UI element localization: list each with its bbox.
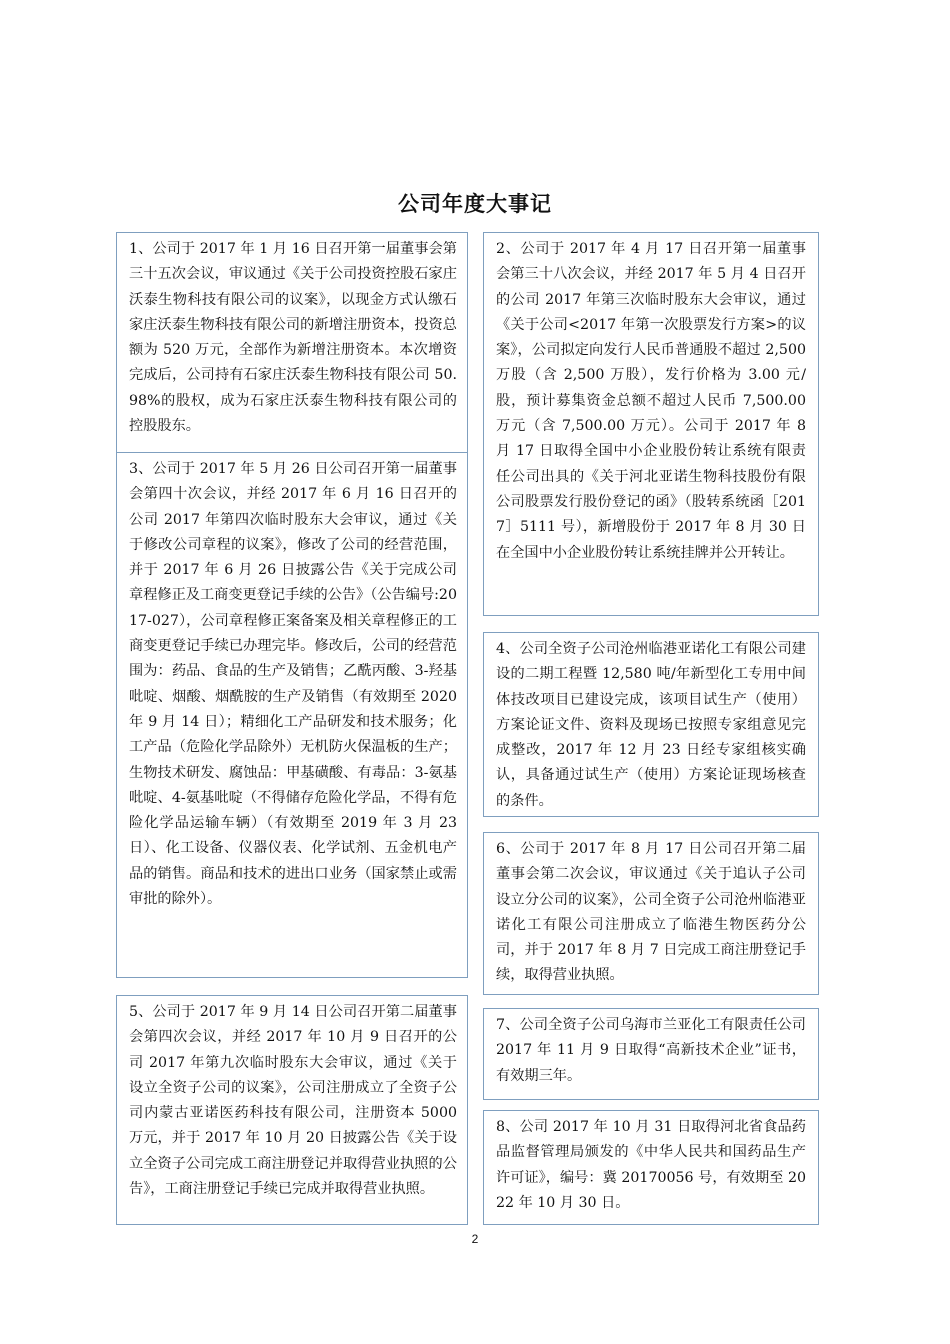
- event-box-1: [116, 232, 468, 454]
- event-text-6: 6、公司于 2017 年 8 月 17 日公司召开第二届董事会第二次会议，审议通过《关于追认子公司设立分公司的议案》，公司全资子公司沧州临港亚诺化工有限公司注册成立了临港生物医药分公司，并于 2017 年 8 月 7 日完成工商注册登记手续，取得营业执照。: [496, 841, 806, 984]
- event-box-8: [483, 1110, 819, 1225]
- event-box-5: [116, 995, 468, 1225]
- event-box-6: [483, 832, 819, 995]
- event-box-3: [116, 452, 468, 978]
- event-text-7: 7、公司全资子公司乌海市兰亚化工有限责任公司 2017 年 11 月 9 日取得“高新技术企业”证书，有效期三年。: [496, 1017, 806, 1084]
- event-text-8: 8、公司 2017 年 10 月 31 日取得河北省食品药品监督管理局颁发的《中华人民共和国药品生产许可证》，编号：冀 20170056 号，有效期至 2022 年 10 月 30 日。: [496, 1119, 806, 1211]
- event-text-3: 3、公司于 2017 年 5 月 26 日公司召开第一届董事会第四十次会议，并经 2017 年 6 月 16 日召开的公司 2017 年第四次临时股东大会审议，通过《关于修改公司章程的议案》，修改了公司的经营范围，并于 2017 年 6 月 26 日披露公告《关于完成公司章程修正及工商变更登记手续的公告》（公告编号:2017-027），公司章程修正案备案及相关章程修正的工商变更登记手续已办理完毕。修改后，公司的经营范围为：药品、食品的生产及销售；乙酰丙酸、3-羟基吡啶、烟酸、烟酰胺的生产及销售（有效期至 2020 年 9 月 14 日）；精细化工产品研发和技术服务；化工产品（危险化学品除外）无机防火保温板的生产；生物技术研发、腐蚀品：甲基磺酸、有毒品：3-氨基吡啶、4-氨基吡啶（不得储存危险化学品，不得有危险化学品运输车辆）（有效期至 2019 年 3 月 23 日）、化工设备、仪器仪表、化学试剂、五金机电产品的销售。商品和技术的进出口业务（国家禁止或需审批的除外）。: [129, 461, 457, 908]
- event-box-4: [483, 632, 819, 817]
- event-box-2: [483, 232, 819, 616]
- event-text-1: 1、公司于 2017 年 1 月 16 日召开第一届董事会第三十五次会议，审议通过《关于公司投资控股石家庄沃泰生物科技有限公司的议案》，以现金方式认缴石家庄沃泰生物科技有限公司的新增注册资本，投资总额为 520 万元，全部作为新增注册资本。本次增资完成后，公司持有石家庄沃泰生物科技有限公司 50.98%的股权，成为石家庄沃泰生物科技有限公司的控股股东。: [129, 241, 457, 435]
- page-title: 公司年度大事记: [398, 192, 552, 216]
- event-text-2: 2、公司于 2017 年 4 月 17 日召开第一届董事会第三十八次会议，并经 2017 年 5 月 4 日召开的公司 2017 年第三次临时股东大会审议，通过《关于公司<2017 年第一次股票发行方案>的议案》，公司拟定向发行人民币普通股不超过 2,500 万股（含 2,500 万股），发行价格为 3.00 元/股，预计募集资金总额不超过人民币 7,500.00 万元（含 7,500.00 万元）。公司于 2017 年 8 月 17 日取得全国中小企业股份转让系统有限责任公司出具的《关于河北亚诺生物科技股份有限公司股票发行股份登记的函》（股转系统函［2017］5111 号），新增股份于 2017 年 8 月 30 日在全国中小企业股份转让系统挂牌并公开转让。: [496, 241, 806, 561]
- page-number: 2: [471, 1232, 479, 1246]
- event-text-5: 5、公司于 2017 年 9 月 14 日公司召开第二届董事会第四次会议，并经 2017 年 10 月 9 日召开的公司 2017 年第九次临时股东大会审议，通过《关于设立全资子公司的议案》，公司注册成立了全资子公司内蒙古亚诺医药科技有限公司，注册资本 5000 万元，并于 2017 年 10 月 20 日披露公告《关于设立全资子公司完成工商注册登记并取得营业执照的公告》，工商注册登记手续已完成并取得营业执照。: [129, 1004, 457, 1198]
- event-text-4: 4、公司全资子公司沧州临港亚诺化工有限公司建设的二期工程暨 12,580 吨/年新型化工专用中间体技改项目已建设完成，该项目试生产（使用）方案论证文件、资料及现场已按照专家组意见完成整改，2017 年 12 月 23 日经专家组核实确认，具备通过试生产（使用）方案论证现场核查的条件。: [496, 641, 806, 809]
- event-box-7: [483, 1008, 819, 1100]
